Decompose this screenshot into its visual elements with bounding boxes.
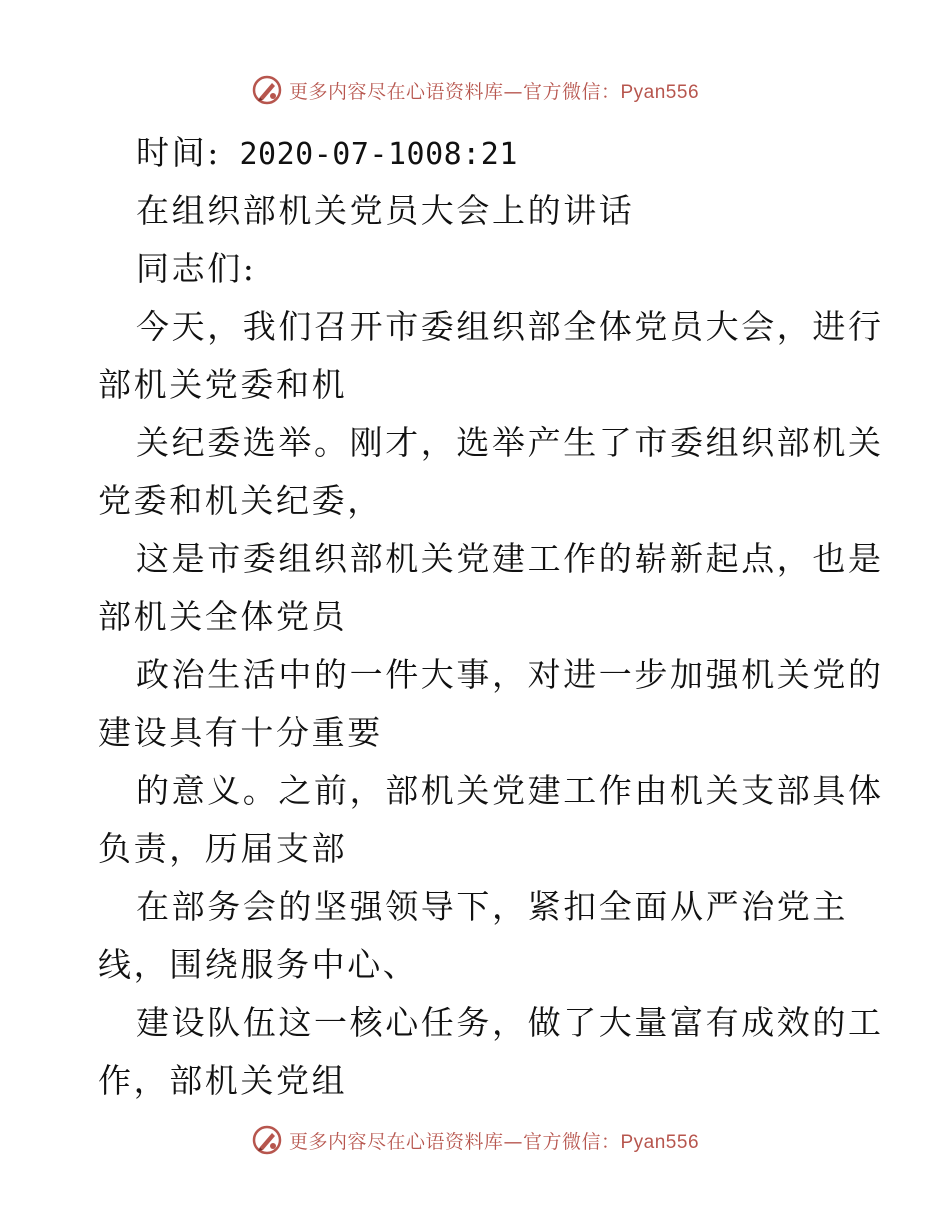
timestamp-line — [98, 124, 858, 182]
pen-seal-icon — [251, 1124, 283, 1156]
watermark-text — [289, 77, 699, 104]
paragraph-line: 作，部机关党组 — [98, 1061, 348, 1100]
document-title: 在组织部机关党员大会上的讲话 — [136, 191, 635, 230]
watermark-text — [289, 1127, 699, 1154]
pen-seal-icon — [251, 74, 283, 106]
paragraph-line: 线，围绕服务中心、 — [98, 945, 419, 984]
paragraph-line: 政治生活中的一件大事，对进一步加强机关党的 — [136, 655, 884, 694]
paragraph-line: 的意义。之前，部机关党建工作由机关支部具体 — [136, 771, 884, 810]
watermark-header — [0, 70, 950, 110]
watermark-wechat-id: Pyan556 — [620, 81, 700, 103]
time-label: 时间: — [136, 133, 221, 172]
watermark-footer — [0, 1120, 950, 1160]
document-body — [98, 124, 884, 1110]
paragraph-line: 负责，历届支部 — [98, 829, 348, 868]
paragraph-line: 今天，我们召开市委组织部全体党员大会，进行 — [136, 307, 884, 346]
paragraph-line: 部机关党委和机 — [98, 365, 348, 404]
salutation: 同志们: — [136, 249, 257, 288]
paragraph-line: 部机关全体党员 — [98, 597, 348, 636]
paragraph-line: 在部务会的坚强领导下，紧扣全面从严治党主 — [136, 887, 848, 926]
paragraph-line: 这是市委组织部机关党建工作的崭新起点，也是 — [136, 539, 884, 578]
watermark-text-cn: 更多内容尽在心语资料库—官方微信： — [288, 80, 621, 103]
paragraph-line: 建设具有十分重要 — [98, 713, 383, 752]
watermark-wechat-id: Pyan556 — [620, 1131, 700, 1153]
paragraph-line: 党委和机关纪委， — [98, 481, 383, 520]
watermark-text-cn: 更多内容尽在心语资料库—官方微信： — [288, 1130, 621, 1153]
paragraph-line: 关纪委选举。刚才，选举产生了市委组织部机关 — [136, 423, 884, 462]
paragraph-line: 建设队伍这一核心任务，做了大量富有成效的工 — [136, 1003, 884, 1042]
time-value: 2020-07-1008:21 — [239, 137, 518, 172]
